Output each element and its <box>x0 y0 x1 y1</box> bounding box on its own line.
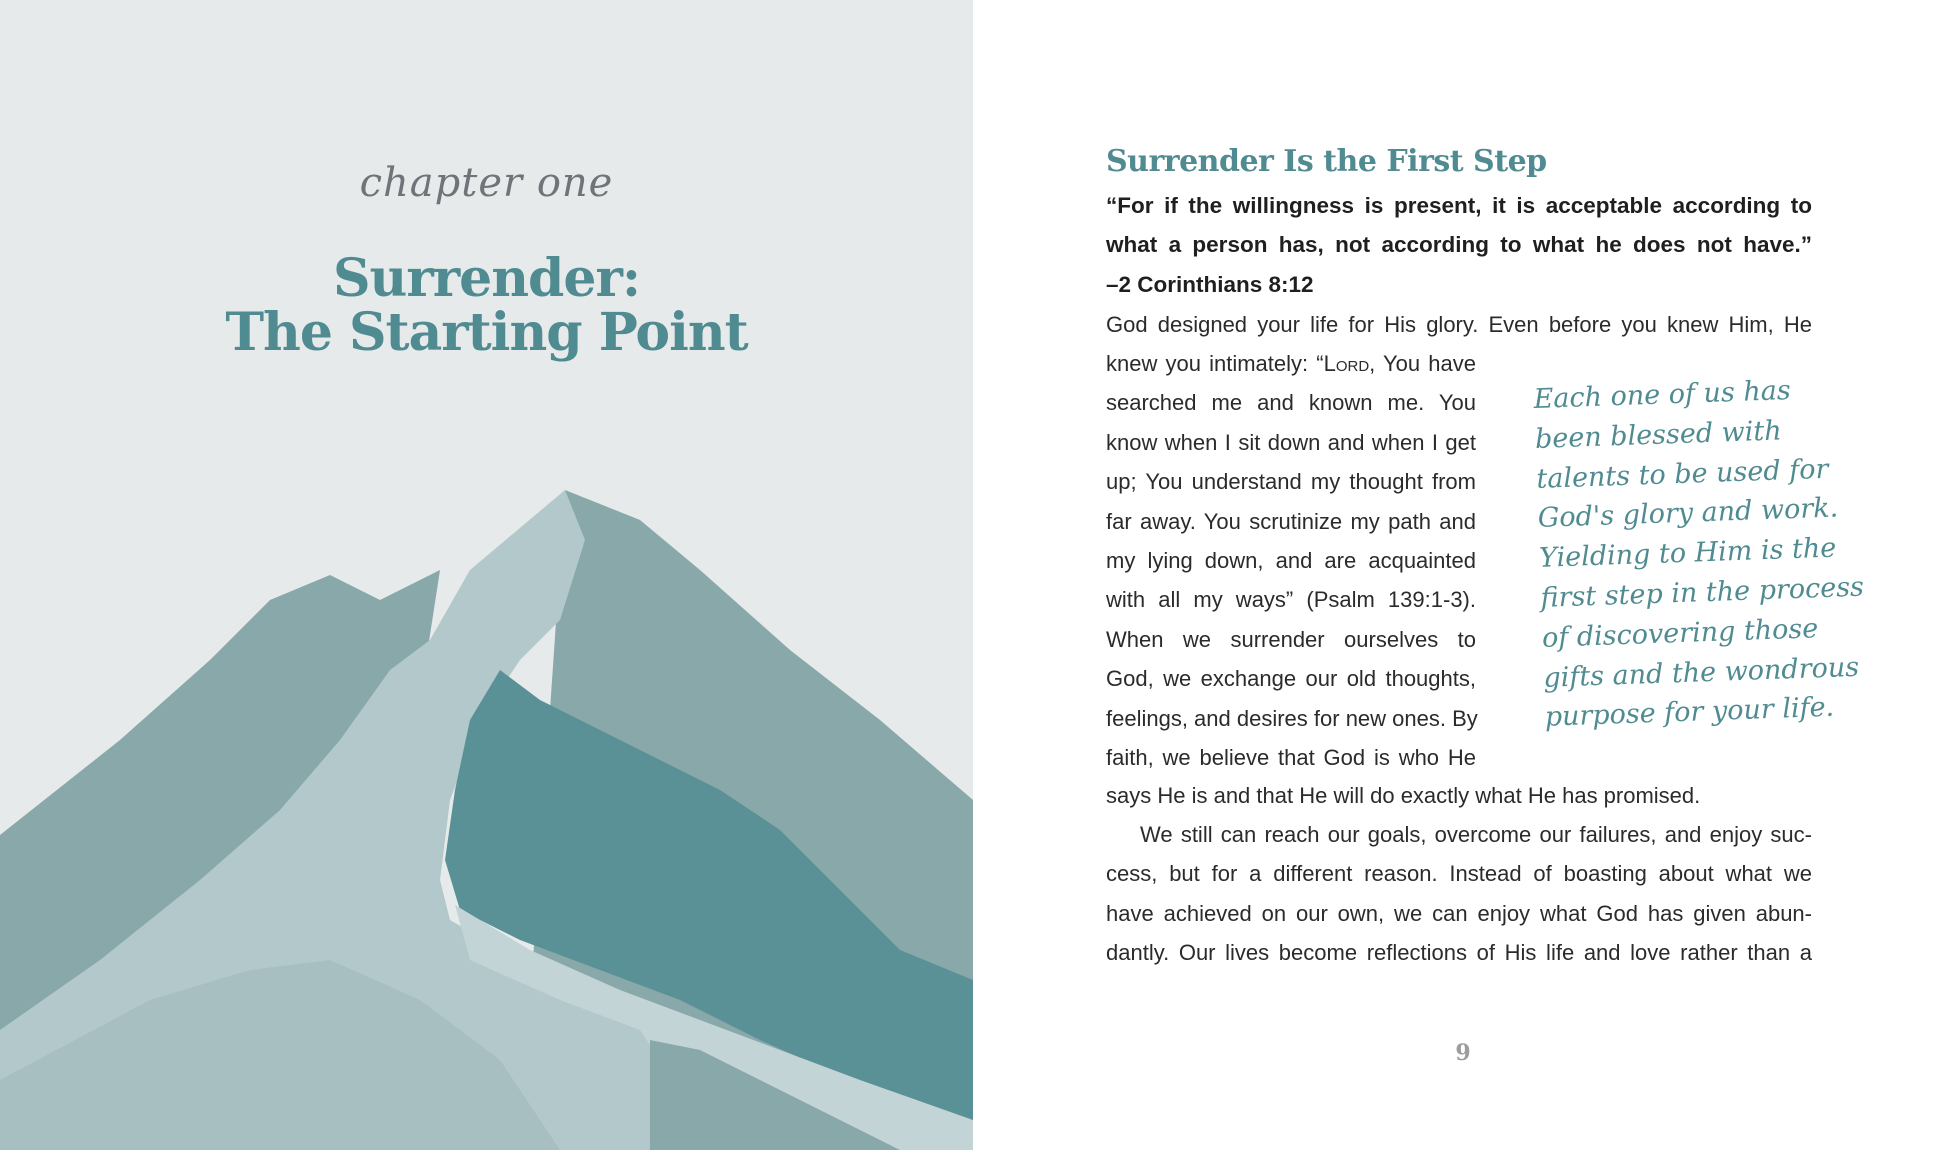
body-text: , You have <box>1369 351 1476 376</box>
body-paragraph <box>1106 815 1812 973</box>
body-line: says He is and that He will do exactly what He has promised. <box>1106 783 1701 808</box>
pull-quote-line: talents to be used for <box>1535 453 1829 495</box>
pull-quote-line: Each one of us has <box>1533 375 1792 415</box>
body-line: have achieved on our own, we can enjoy what God has given abun- <box>1106 900 1812 926</box>
pull-quote-line: been blessed with <box>1534 415 1783 455</box>
body-line: my lying down, and are acquainted <box>1106 547 1476 573</box>
chapter-title-line1: Surrender: <box>332 248 641 309</box>
scripture-block <box>1106 186 1812 304</box>
scripture-line: “For if the willingness is present, it is acceptable according to <box>1106 193 1812 218</box>
body-line: far away. You scrutinize my path and <box>1106 508 1476 534</box>
body-line: God, we exchange our old thoughts, <box>1106 666 1476 692</box>
body-line: cess, but for a different reason. Instead of boasting about what we <box>1106 861 1812 887</box>
body-line: God designed your life for His glory. Even before you knew Him, He <box>1106 312 1812 337</box>
body-line: We still can reach our goals, overcome our failures, and enjoy suc- <box>1140 822 1812 847</box>
chapter-title <box>0 248 973 363</box>
body-column <box>1106 344 1476 777</box>
section-heading: Surrender Is the First Step <box>1106 144 1547 179</box>
body-text: knew you intimately: “ <box>1106 351 1324 376</box>
pull-quote-line: gifts and the wondrous <box>1542 651 1860 694</box>
body-line: with all my ways” (Psalm 139:1-3). <box>1106 587 1476 613</box>
chapter-title-line2: The Starting Point <box>225 302 748 363</box>
body-line: When we surrender ourselves to <box>1106 626 1476 652</box>
pull-quote-line: purpose for your life. <box>1544 692 1835 734</box>
small-caps-word: Lord <box>1323 351 1370 376</box>
pull-quote-line: God's glory and work. <box>1537 492 1839 535</box>
pull-quote-line: Yielding to Him is the <box>1538 532 1837 575</box>
page-number: 9 <box>1455 1040 1471 1066</box>
scripture-line: what a person has, not according to what he does not have.” <box>1106 232 1812 258</box>
pull-quote <box>1533 369 1865 738</box>
body-line: know when I sit down and when I get <box>1106 429 1476 455</box>
body-line: dantly. Our lives become reflections of His life and love rather than a <box>1106 940 1812 966</box>
body-line: feelings, and desires for new ones. By <box>1106 705 1478 731</box>
body-line <box>1106 344 1476 383</box>
scripture-reference: –2 Corinthians 8:12 <box>1106 271 1314 297</box>
body-line: up; You understand my thought from <box>1106 469 1476 495</box>
pull-quote-line: of discovering those <box>1541 612 1819 654</box>
body-line: searched me and known me. You <box>1106 390 1476 416</box>
pull-quote-line: first step in the process <box>1540 571 1865 614</box>
chapter-label: chapter one <box>359 160 614 206</box>
right-page <box>973 0 1946 1150</box>
body-line: faith, we believe that God is who He <box>1106 744 1476 770</box>
